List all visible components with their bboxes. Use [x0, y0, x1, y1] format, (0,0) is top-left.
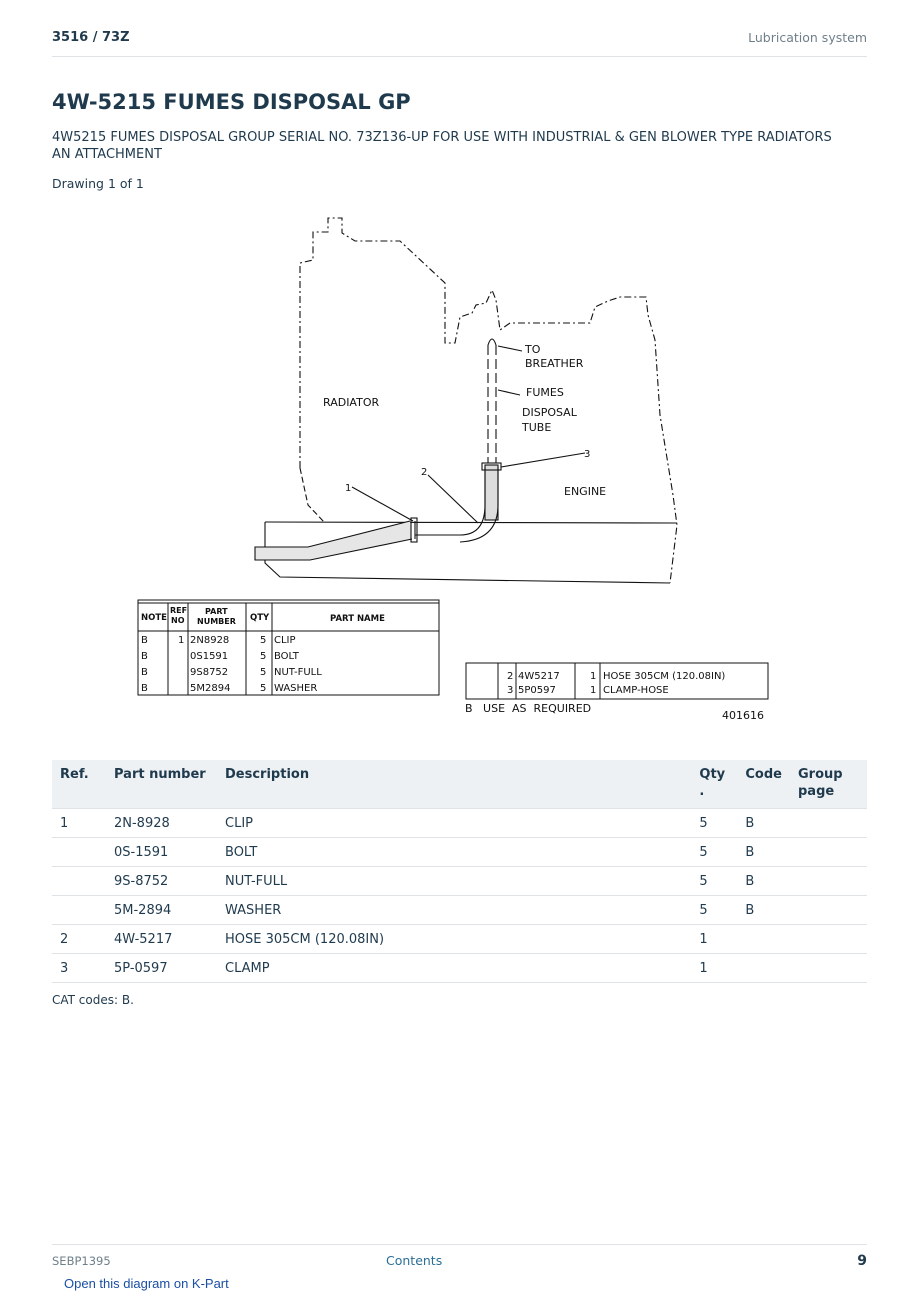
inset-row-name: NUT-FULL — [274, 667, 322, 678]
inset2-row-name: HOSE 305CM (120.08IN) — [603, 671, 726, 682]
page-title: 4W-5215 FUMES DISPOSAL GP — [52, 90, 411, 114]
inset-header-note: NOTE — [141, 613, 167, 623]
table-row — [52, 954, 867, 983]
inset2-row-part: 4W5217 — [518, 671, 560, 682]
inset-header-ref-1: REF — [170, 606, 188, 615]
inset-row-qty: 5 — [260, 651, 267, 662]
cell-qty: 1 — [691, 925, 737, 954]
cell-description: BOLT — [217, 838, 691, 867]
parts-table — [52, 760, 867, 983]
col-qty: Qty . — [691, 760, 737, 809]
inset-header-part-1: PART — [205, 607, 228, 616]
cell-description: WASHER — [217, 896, 691, 925]
inset2-row-part: 5P0597 — [518, 685, 556, 696]
cell-part-number: 9S-8752 — [106, 867, 217, 896]
inset-row-name: WASHER — [274, 683, 318, 694]
cell-description: NUT-FULL — [217, 867, 691, 896]
table-row — [52, 925, 867, 954]
cell-code: B — [737, 809, 790, 838]
inset2-row-qty: 1 — [590, 671, 597, 682]
cell-ref: 3 — [52, 954, 106, 983]
inset-row-qty: 5 — [260, 683, 267, 694]
contents-link[interactable]: Contents — [386, 1253, 443, 1268]
label-fumes-3: TUBE — [522, 421, 552, 434]
inset-row-name: CLIP — [274, 635, 296, 646]
inset-row-qty: 5 — [260, 635, 267, 646]
table-row — [52, 838, 867, 867]
cell-part-number: 5M-2894 — [106, 896, 217, 925]
inset-row-note: B — [141, 635, 148, 646]
table-row — [52, 809, 867, 838]
note-use-as-required: B USE AS REQUIRED — [465, 702, 592, 715]
cell-group-page — [790, 867, 867, 896]
cell-part-number: 5P-0597 — [106, 954, 217, 983]
cell-group-page — [790, 925, 867, 954]
label-to-breather-1: TO — [525, 343, 541, 356]
inset-row-name: BOLT — [274, 651, 299, 662]
table-row — [52, 896, 867, 925]
cell-ref — [52, 867, 106, 896]
inset-row-note: B — [141, 651, 148, 662]
callout-3: 3 — [584, 449, 591, 460]
col-ref: Ref. — [52, 760, 106, 809]
inset-row-part: 9S8752 — [190, 667, 229, 678]
inset-header-qty: QTY — [250, 613, 270, 623]
label-to-breather-2: BREATHER — [525, 357, 584, 370]
inset2-row-ref: 2 — [507, 671, 514, 682]
cell-ref: 2 — [52, 925, 106, 954]
cell-ref — [52, 896, 106, 925]
label-engine: ENGINE — [564, 485, 607, 498]
table-header-row — [52, 760, 867, 809]
inset2-row-ref: 3 — [507, 685, 514, 696]
cell-ref: 1 — [52, 809, 106, 838]
cell-qty: 1 — [691, 954, 737, 983]
inset-row-ref: 1 — [178, 635, 185, 646]
cell-group-page — [790, 838, 867, 867]
inset-row-qty: 5 — [260, 667, 267, 678]
col-group-page: Group page — [790, 760, 867, 809]
cell-code — [737, 954, 790, 983]
cell-group-page — [790, 954, 867, 983]
inset-row-note: B — [141, 683, 148, 694]
inset-row-part: 0S1591 — [190, 651, 229, 662]
inset-row-part: 5M2894 — [190, 683, 231, 694]
model-serial: 3516 / 73Z — [52, 30, 130, 45]
inset-header-name: PART NAME — [330, 614, 385, 624]
inset-row-part: 2N8928 — [190, 635, 230, 646]
inset-header-part-2: NUMBER — [197, 617, 236, 626]
drawing-number: 401616 — [722, 709, 764, 722]
group-description: 4W5215 FUMES DISPOSAL GROUP SERIAL NO. 73Z136-UP FOR USE WITH INDUSTRIAL & GEN BLOWER TYPE RADIATORS AN ATTACHMENT — [52, 130, 832, 162]
page-footer — [52, 1244, 867, 1275]
cell-group-page — [790, 809, 867, 838]
cell-qty: 5 — [691, 867, 737, 896]
cell-qty: 5 — [691, 896, 737, 925]
label-radiator: RADIATOR — [323, 396, 380, 409]
callout-2: 2 — [421, 467, 428, 478]
inset-header-ref-2: NO — [171, 616, 185, 625]
table-row — [52, 867, 867, 896]
cell-description: CLAMP — [217, 954, 691, 983]
cell-code: B — [737, 896, 790, 925]
document-id: SEBP1395 — [52, 1254, 111, 1268]
cell-part-number: 0S-1591 — [106, 838, 217, 867]
section-name: Lubrication system — [748, 30, 867, 45]
cell-ref — [52, 838, 106, 867]
open-kpart-link[interactable]: Open this diagram on K-Part — [64, 1276, 229, 1291]
cell-part-number: 2N-8928 — [106, 809, 217, 838]
page-number: 9 — [857, 1253, 867, 1269]
callout-1: 1 — [345, 483, 352, 494]
cell-group-page — [790, 896, 867, 925]
drawing-count: Drawing 1 of 1 — [52, 176, 144, 191]
cat-codes: CAT codes: B. — [52, 993, 134, 1007]
label-fumes-2: DISPOSAL — [522, 406, 577, 419]
inset2-row-name: CLAMP-HOSE — [603, 685, 669, 696]
cell-qty: 5 — [691, 838, 737, 867]
cell-description: CLIP — [217, 809, 691, 838]
parts-diagram — [130, 205, 790, 735]
label-fumes-1: FUMES — [526, 386, 564, 399]
page-header — [52, 28, 867, 57]
cell-part-number: 4W-5217 — [106, 925, 217, 954]
inset2-row-qty: 1 — [590, 685, 597, 696]
col-code: Code — [737, 760, 790, 809]
cell-code: B — [737, 838, 790, 867]
cell-qty: 5 — [691, 809, 737, 838]
cell-code — [737, 925, 790, 954]
cell-description: HOSE 305CM (120.08IN) — [217, 925, 691, 954]
inset-row-note: B — [141, 667, 148, 678]
cell-code: B — [737, 867, 790, 896]
col-part-number: Part number — [106, 760, 217, 809]
col-description: Description — [217, 760, 691, 809]
